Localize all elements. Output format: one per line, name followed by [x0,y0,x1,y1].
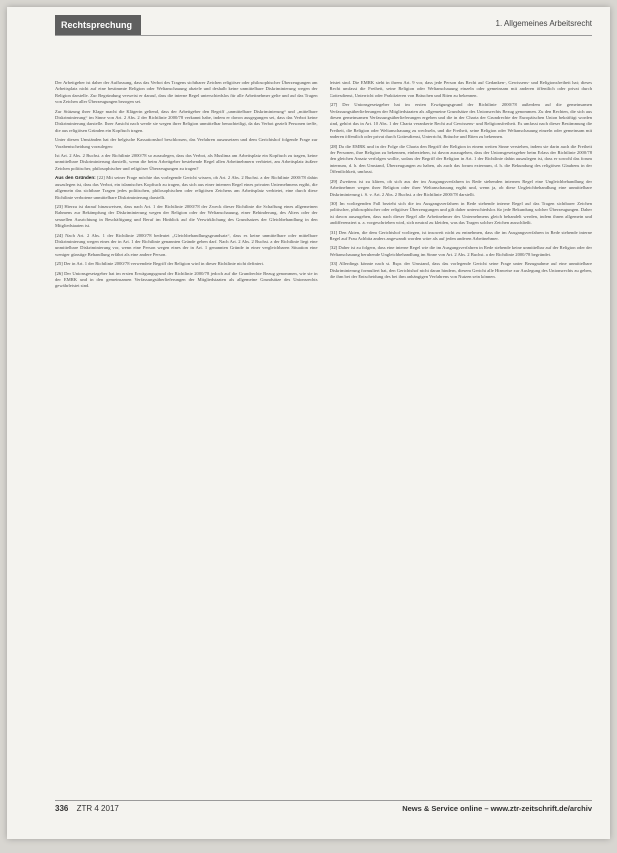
paragraph-number: [32] [329,245,338,251]
paragraph [55,175,318,201]
paragraph-number: [28] [329,143,338,149]
paragraph-text: Zweitens ist zu klären, ob sich aus der im Ausgangsverfahren in Rede stehenden internen Regel eine Ungleichbehandlung der Arbeitnehmer wegen ihrer Religion oder ihrer Weltanschauung ergibt und, wenn ja, ob diese Ungleichbehandlung eine unmittelbare Diskriminierung i. S. v. Art. 2 Abs. 2 Buchst. a der Richtlinie 2000/78 darstellt. [329,178,592,197]
paragraph-text: Hierzu ist darauf hinzuweisen, dass nach Art. 1 der Richtlinie 2000/78 der Zweck dieser Richtlinie die Schaffung eines allgemeinen Rahmens zur Bekämpfung der Diskriminierung wegen der Religion oder der Weltanschauung, einer Behinderung, des Alters oder der sexuellen Ausrichtung in Beschäftigung und Beruf im Hinblick auf die Verwirklichung des Grundsatzes der Gleichbehandlung in den Mitgliedstaaten ist. [55,203,318,229]
paragraph [330,245,593,258]
paragraph-text: Ist Art. 2 Abs. 2 Buchst. a der Richtlinie 2000/78 so auszulegen, dass das Verbot, als Muslima am Arbeitsplatz ein Kopftuch zu tragen, keine unmittelbare Diskriminierung darstellt, wenn die beim Arbeitgeber bestehende Regel allen Arbeitnehmern verbietet, am Arbeitsplatz äußere Zeichen politischer, philosophischer und religiöser Überzeugungen zu tragen? [55,153,318,171]
footer-service-link[interactable]: News & Service online – www.ztr-zeitschrift.de/archiv [402,804,592,813]
paragraph-number: [30] [329,200,338,206]
paragraph [55,271,318,290]
paragraph-text: Der in Art. 1 der Richtlinie 2000/78 verwendete Begriff der Religion wird in dieser Richtlinie nicht definiert. [63,261,265,267]
paragraph-number: [33] [329,261,338,267]
paragraph-number: [26] [55,270,63,276]
topic-label: 1. Allgemeines Arbeitsrecht [495,19,592,28]
paragraph [330,144,593,176]
issue-label: ZTR 4 2017 [76,804,119,813]
left-column [55,80,318,799]
paragraph [330,102,593,140]
paragraph-number: [25] [55,261,63,267]
paragraph-number: [29] [329,178,338,184]
paragraph-text: Der Unionsgesetzgeber hat im ersten Erwägungsgrund der Richtlinie 2000/78 außerdem auf die gemeinsamen Verfassungsüberlieferungen der Mitgliedstaaten als allgemeine Grundsätze des Unionsrechts Bezug genommen. Zu den Rechten, die sich aus diesen gemeinsamen Verfassungsüberlieferungen ergeben und die in der Charta der Grundrechte der Europäischen Union bekräftigt worden sind, gehört das in Art. 10 Abs. 1 der Charta verankerte Recht auf Gewissens- und Religionsfreiheit. Es umfasst nach dieser Bestimmung die Freiheit, die Religion oder Weltanschauung zu wechseln, und die Freiheit, seine Religion oder Weltanschauung einzeln oder gemeinsam mit anderen öffentlich oder privat durch Gottesdienst, Unterricht, Bräuche und Riten zu bekennen. [329,102,592,140]
paragraph [55,261,318,267]
paragraph-text: [22] Mit seiner Frage möchte das vorlegende Gericht wissen, ob Art. 2 Abs. 2 Buchst. a der Richtlinie 2000/78 dahin auszulegen ist, dass das Verbot, ein islamisches Kopftuch zu tragen, das sich aus einer internen Regel eines privaten Unternehmens ergibt, die allgemein das sichtbare Tragen jedes politischen, philosophischen oder religiösen Zeichens am Arbeitsplatz verbietet, eine durch diese Richtlinie verbotene unmittelbare Diskriminierung darstellt. [55,175,318,200]
document-page [7,7,610,839]
paragraph [330,179,593,198]
paragraph [330,261,593,280]
paragraph [330,201,593,227]
text-columns [55,80,592,799]
paragraph-number: [24] [55,232,63,238]
paragraph [55,233,318,259]
paragraph-text: Der Unionsgesetzgeber hat im ersten Erwägungsgrund der Richtlinie 2000/78 jedoch auf die Grundrechte Bezug genommen, wie sie in der EMRK und in den gemeinsamen Verfassungsüberlieferungen der Mitgliedstaaten als allgemeine Grundsätze des Unionsrechts gewährleistet sind. [55,270,318,289]
page-header [55,15,592,36]
paragraph [55,109,318,135]
paragraph-lead: Aus den Gründen: [55,175,96,181]
paragraph [330,80,593,99]
page-number: 336 [55,804,69,813]
paragraph-text: leistet sind. Die EMRK sieht in ihrem Art. 9 vor, dass jede Person das Recht auf Gedanken-, Gewissens- und Religionsfreiheit hat; dieses Recht umfasst die Freiheit, seine Religion oder Weltanschauung einzeln oder gemeinsam mit anderen öffentlich oder privat durch Gottesdienst, Unterricht oder Praktizieren von Bräuchen und Riten zu bekennen. [329,80,592,98]
page-footer [55,800,592,815]
paragraph-text: Unter diesen Umständen hat der belgische Kassationshof beschlossen, das Verfahren auszusetzen und dem Gerichtshof folgende Frage zur Vorabentscheidung vorzulegen: [55,137,318,149]
paragraph-text: Im vorliegenden Fall bezieht sich die im Ausgangsverfahren in Rede stehende interne Regel auf das Tragen sichtbarer Zeichen politischer, philosophischer oder religiöser Überzeugungen und gilt daher unterschiedslos für jede Bekundung solcher Überzeugungen. Daher ist davon auszugehen, dass nach dieser Regel alle Arbeitnehmer des Unternehmens gleich behandelt werden, indem ihnen allgemein und undifferenziert u. a. vorgeschrieben wird, sich neutral zu kleiden, was das Tragen solcher Zeichen ausschließt. [329,200,592,226]
paragraph-text: Nach Art. 2 Abs. 1 der Richtlinie 2000/78 bedeutet „Gleichbehandlungsgrundsatz“, dass es keine unmittelbare oder mittelbare Diskriminierung wegen eines der in Art. 1 der Richtlinie genannten Gründe geben darf. Nach Art. 2 Abs. 2 Buchst. a der Richtlinie liegt eine unmittelbare Diskriminierung vor, wenn eine Person wegen eines der in Art. 1 genannten Gründe in einer vergleichbaren Situation eine weniger günstige Behandlung erfährt als eine andere Person. [55,232,318,257]
paragraph [330,230,593,243]
paragraph [55,137,318,150]
paragraph-number: [31] [329,229,338,235]
paragraph-text: Den Akten, die dem Gerichtshof vorliegen, ist insoweit nicht zu entnehmen, dass die im Ausgangsverfahren in Rede stehende interne Regel auf Frau Achbita anders angewandt worden wäre als auf jeden anderen Arbeitnehmer. [329,229,592,241]
section-label: Rechtsprechung [55,15,141,35]
paragraph [55,204,318,230]
paragraph [55,153,318,172]
paragraph-text: Der Arbeitgeber ist daher der Auffassung, dass das Verbot des Tragens sichtbarer Zeichen religiöser oder philosophischer Überzeugungen am Arbeitsplatz nicht auf eine bestimmte Religion oder Weltanschauung abziele und deshalb keine unmittelbare Diskriminierung wegen der Religion darstelle. Zur Begründung verweist er darauf, dass die interne Regel unterschiedslos für alle Arbeitnehmer gelte und auf das Tragen von Zeichen aller Überzeugungen bezogen sei. [55,80,318,105]
paragraph-text: Daher ist zu folgern, dass eine interne Regel wie die im Ausgangsverfahren in Rede stehende keine unmittelbar auf der Religion oder der Weltanschauung beruhende Ungleichbehandlung im Sinne von Art. 2 Abs. 2 Buchst. a der Richtlinie 2000/78 begründet. [329,245,592,257]
paragraph-number: [27] [329,102,338,108]
paragraph-text: Zur Stützung ihrer Klage macht die Klägerin geltend, dass der Arbeitgeber den Begriff „unmittelbare Diskriminierung“ und „mittelbare Diskriminierung“ im Sinne von Art. 2 Abs. 2 der Richtlinie 2000/78 verkannt habe, indem er davon ausgegangen sei, dass das Verbot keine Diskriminierung darstelle. Ihrer Ansicht nach werde sie wegen ihrer Religion unmittelbar benachteiligt, da das Verbot gezielt Personen treffe, die aus religiösen Gründen ein Kopftuch tragen. [55,108,318,133]
paragraph [55,80,318,106]
paragraph-text: Allerdings könnte nach st. Rspr. der Umstand, dass das vorlegende Gericht seine Frage unter Bezugnahme auf eine unmittelbare Diskriminierung formuliert hat, den Gerichtshof nicht daran hindern, diesem Gericht alle Hinweise zur Auslegung des Unionsrechts zu geben, die ihm bei der Entscheidung des bei ihm anhängigen Verfahrens von Nutzen sein können. [329,261,592,279]
paragraph-number: [23] [55,203,63,209]
right-column [330,80,593,799]
footer-issue [55,804,119,813]
paragraph-text: Da die EMRK und in der Folge die Charta den Begriff der Religion in einem weiten Sinne verstehen, indem sie darin auch die Freiheit der Personen, ihre Religion zu bekennen, einbeziehen, ist davon auszugehen, dass der Unionsgesetzgeber beim Erlass der Richtlinie 2000/78 den gleichen Ansatz verfolgen wollte, sodass der Begriff der Religion in Art. 1 der Richtlinie dahin auszulegen ist, dass er sowohl das forum internum, d. h. den Umstand, Überzeugungen zu haben, als auch das forum externum, d. h. die Bekundung des religiösen Glaubens in der Öffentlichkeit, umfasst. [329,143,592,175]
